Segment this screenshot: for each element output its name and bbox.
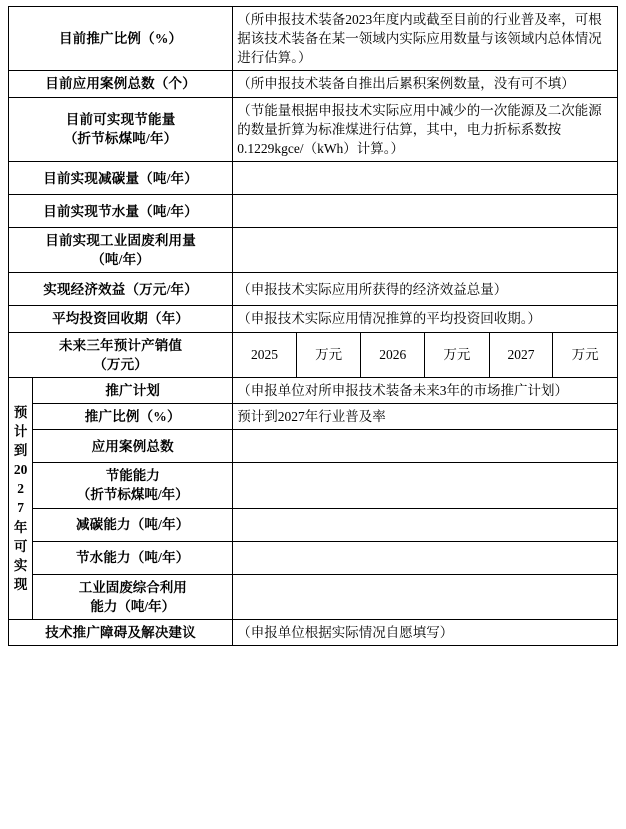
technology-promotion-table bbox=[8, 6, 618, 646]
row-label-line-2: （万元） bbox=[93, 356, 148, 372]
row-value-energy-saving-now[interactable]: （节能量根据申报技术实际应用中减少的一次能源及二次能源的数量折算为标准煤进行估算，其中，电力折标系数按0.1229kgce/（kWh）计算。） bbox=[233, 97, 618, 161]
row-value-application-cases-future[interactable] bbox=[233, 430, 618, 463]
sales-value-2027[interactable]: 万元 bbox=[553, 332, 618, 377]
row-value-energy-saving-capacity[interactable] bbox=[233, 463, 618, 508]
sales-year-2027: 2027 bbox=[489, 332, 553, 377]
table-row bbox=[9, 377, 618, 403]
row-label-line-1: 节能能力 bbox=[105, 468, 160, 484]
row-label-energy-saving-now bbox=[9, 97, 233, 161]
vertical-char: 202 bbox=[13, 462, 28, 497]
row-label-promotion-ratio: 目前推广比例（%） bbox=[9, 7, 233, 71]
table-row bbox=[9, 463, 618, 508]
row-value-solid-waste-capacity[interactable] bbox=[233, 574, 618, 619]
row-value-carbon-reduction-now[interactable] bbox=[233, 162, 618, 195]
row-label-barriers-suggestions: 技术推广障碍及解决建议 bbox=[9, 619, 233, 645]
row-label-line-1: 工业固废综合利用 bbox=[78, 579, 187, 595]
vertical-char: 年 bbox=[13, 519, 28, 535]
table-row bbox=[9, 7, 618, 71]
vertical-char: 到 bbox=[13, 442, 28, 458]
row-label-sales-forecast bbox=[9, 332, 233, 377]
sales-value-2025[interactable]: 万元 bbox=[296, 332, 361, 377]
row-label-solid-waste-now bbox=[9, 228, 233, 273]
sales-year-2025: 2025 bbox=[233, 332, 297, 377]
vertical-char: 可 bbox=[13, 538, 28, 554]
row-value-water-saving-now[interactable] bbox=[233, 195, 618, 228]
row-value-carbon-reduction-capacity[interactable] bbox=[233, 508, 618, 541]
row-value-barriers-suggestions[interactable]: （申报单位根据实际情况自愿填写） bbox=[233, 619, 618, 645]
row-label-application-cases-total: 目前应用案例总数（个） bbox=[9, 71, 233, 97]
vertical-char: 7 bbox=[17, 500, 24, 516]
table-row bbox=[9, 273, 618, 306]
table-row bbox=[9, 541, 618, 574]
vertical-char: 实 bbox=[13, 557, 28, 573]
row-label-carbon-reduction-now: 目前实现减碳量（吨/年） bbox=[9, 162, 233, 195]
row-label-line-2: （吨/年） bbox=[91, 252, 150, 268]
table-row bbox=[9, 619, 618, 645]
table-row bbox=[9, 162, 618, 195]
group-label-future-achievable bbox=[9, 377, 33, 619]
row-value-economic-benefit[interactable]: （申报技术实际应用所获得的经济效益总量） bbox=[233, 273, 618, 306]
table-row bbox=[9, 71, 618, 97]
vertical-char: 现 bbox=[13, 576, 28, 592]
row-label-water-saving-capacity: 节水能力（吨/年） bbox=[33, 541, 233, 574]
table-row bbox=[9, 228, 618, 273]
table-row bbox=[9, 574, 618, 619]
row-label-promotion-ratio-future: 推广比例（%） bbox=[33, 404, 233, 430]
vertical-char: 预 bbox=[13, 404, 28, 420]
table-row-sales-forecast bbox=[9, 332, 618, 377]
table-row bbox=[9, 430, 618, 463]
row-value-promotion-plan[interactable]: （申报单位对所申报技术装备未来3年的市场推广计划） bbox=[233, 377, 618, 403]
row-label-line-1: 目前实现工业固废利用量 bbox=[45, 233, 196, 249]
table-row bbox=[9, 195, 618, 228]
row-value-promotion-ratio[interactable]: （所申报技术装备2023年度内或截至目前的行业普及率，可根据该技术装备在某一领域内实际应用数量与该领域内总体情况进行估算。） bbox=[233, 7, 618, 71]
row-value-solid-waste-now[interactable] bbox=[233, 228, 618, 273]
row-label-energy-saving-capacity bbox=[33, 463, 233, 508]
row-value-application-cases-total[interactable]: （所申报技术装备自推出后累积案例数量，没有可不填） bbox=[233, 71, 618, 97]
row-label-line-1: 目前可实现节能量 bbox=[65, 112, 176, 128]
row-value-payback-period[interactable]: （申报技术实际应用情况推算的平均投资回收期。） bbox=[233, 306, 618, 332]
row-label-carbon-reduction-capacity: 减碳能力（吨/年） bbox=[33, 508, 233, 541]
table-row bbox=[9, 508, 618, 541]
sales-value-2026[interactable]: 万元 bbox=[425, 332, 490, 377]
sales-year-2026: 2026 bbox=[361, 332, 425, 377]
row-label-payback-period: 平均投资回收期（年） bbox=[9, 306, 233, 332]
row-label-application-cases-future: 应用案例总数 bbox=[33, 430, 233, 463]
table-row bbox=[9, 404, 618, 430]
row-value-promotion-ratio-future[interactable]: 预计到2027年行业普及率 bbox=[233, 404, 618, 430]
vertical-char: 计 bbox=[13, 423, 28, 439]
row-label-promotion-plan: 推广计划 bbox=[33, 377, 233, 403]
row-label-line-2: 能力（吨/年） bbox=[90, 598, 176, 614]
row-label-line-2: （折节标煤吨/年） bbox=[76, 487, 189, 503]
row-value-water-saving-capacity[interactable] bbox=[233, 541, 618, 574]
table-row bbox=[9, 306, 618, 332]
row-label-water-saving-now: 目前实现节水量（吨/年） bbox=[9, 195, 233, 228]
row-label-line-1: 未来三年预计产销值 bbox=[58, 337, 183, 353]
row-label-line-2: （折节标煤吨/年） bbox=[63, 131, 178, 147]
row-label-solid-waste-capacity bbox=[33, 574, 233, 619]
table-row bbox=[9, 97, 618, 161]
row-label-economic-benefit: 实现经济效益（万元/年） bbox=[9, 273, 233, 306]
